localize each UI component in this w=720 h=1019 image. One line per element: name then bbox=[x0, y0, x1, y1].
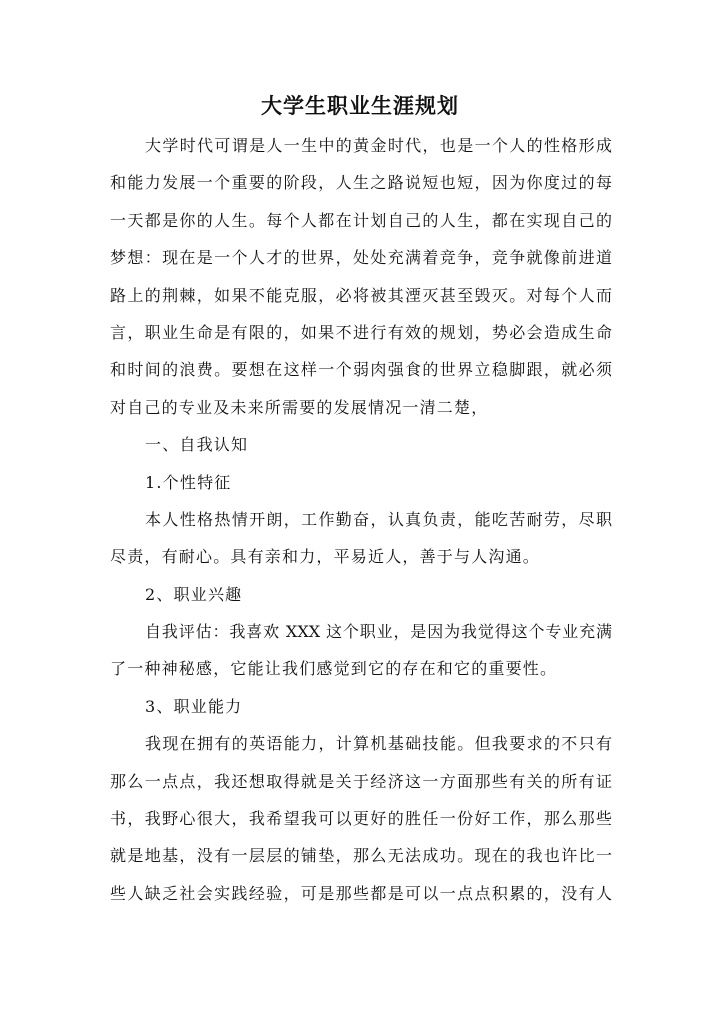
document-body bbox=[110, 127, 612, 912]
text-line: 本人性格热情开朗，工作勤奋，认真负责，能吃苦耐劳，尽职 bbox=[145, 509, 612, 529]
personality-paragraph bbox=[110, 501, 612, 576]
text-line: 尽责，有耐心。具有亲和力，平易近人，善于与人沟通。 bbox=[110, 547, 541, 567]
subheading-career-ability: 3、职业能力 bbox=[145, 696, 243, 716]
text-line: 对自己的专业及未来所需要的发展情况一清二楚， bbox=[110, 397, 489, 417]
intro-paragraph bbox=[110, 127, 612, 426]
text-line: 些人缺乏社会实践经验，可是那些都是可以一点点积累的，没有人 bbox=[110, 883, 612, 903]
text-line: 就是地基，没有一层层的铺垫，那么无法成功。现在的我也许比一 bbox=[110, 846, 612, 866]
subheading-personality: 1.个性特征 bbox=[145, 472, 232, 492]
text-line: 我现在拥有的英语能力，计算机基础技能。但我要求的不只有 bbox=[145, 734, 612, 754]
text-line: 自我评估：我喜欢 XXX 这个职业，是因为我觉得这个专业充满 bbox=[145, 622, 612, 642]
text-line: 一天都是你的人生。每个人都在计划自己的人生，都在实现自己的 bbox=[110, 210, 612, 230]
text-line: 了一种神秘感，它能让我们感觉到它的存在和它的重要性。 bbox=[110, 659, 558, 679]
text-line: 大学时代可谓是人一生中的黄金时代，也是一个人的性格形成 bbox=[145, 136, 612, 155]
ability-paragraph bbox=[110, 725, 612, 912]
interest-paragraph bbox=[110, 613, 612, 688]
text-line: 和时间的浪费。要想在这样一个弱肉强食的世界立稳脚跟，就必须 bbox=[110, 360, 612, 380]
document-title: 大学生职业生涯规划 bbox=[261, 94, 459, 118]
section-heading-self-awareness: 一、自我认知 bbox=[145, 435, 249, 455]
text-line: 言，职业生命是有限的，如果不进行有效的规划，势必会造成生命 bbox=[110, 322, 612, 342]
subheading-career-interest: 2、职业兴趣 bbox=[145, 584, 243, 604]
text-line: 路上的荆棘，如果不能克服，必将被其湮灭甚至毁灭。对每个人而 bbox=[110, 285, 612, 305]
text-line: 那么一点点，我还想取得就是关于经济这一方面那些有关的所有证 bbox=[110, 771, 612, 791]
text-line: 和能力发展一个重要的阶段，人生之路说短也短，因为你度过的每 bbox=[110, 173, 612, 193]
text-line: 梦想：现在是一个人才的世界，处处充满着竞争，竞争就像前进道 bbox=[110, 248, 612, 268]
text-line: 书，我野心很大，我希望我可以更好的胜任一份好工作，那么那些 bbox=[110, 809, 612, 829]
